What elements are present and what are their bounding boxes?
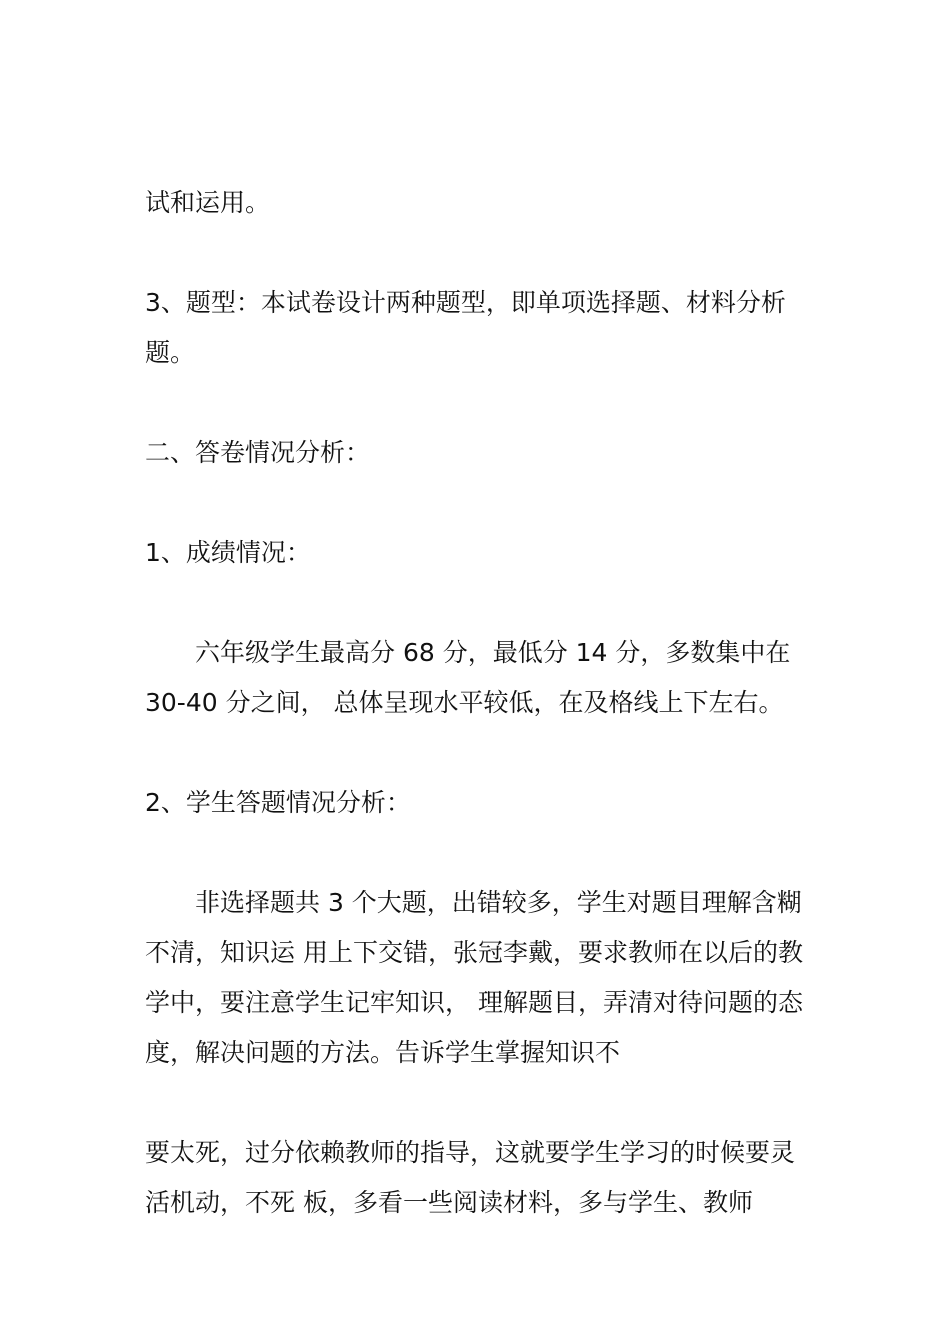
subheading-scores: 1、成绩情况： xyxy=(145,538,311,567)
paragraph-scores: 六年级学生最高分 68 分，最低分 14 分，多数集中在 30-40 分之间， 总体呈现水平较低，在及格线上下左右。 xyxy=(145,638,791,717)
paragraph-continuation: 试和运用。 xyxy=(145,188,271,217)
document-body xyxy=(145,178,807,1228)
paragraph-non-choice-questions: 非选择题共 3 个大题，出错较多，学生对题目理解含糊不清，知识运 用上下交错，张冠李戴，要求教师在以后的教学中，要注意学生记牢知识， 理解题目，弄清对待问题的态度，解决问题的方法。告诉学生掌握知识不 xyxy=(145,888,803,1067)
paragraph-study-advice: 要太死，过分依赖教师的指导，这就要学生学习的时候要灵活机动，不死 板，多看一些阅读材料，多与学生、教师 xyxy=(145,1138,796,1217)
section-heading-answer-analysis: 二、答卷情况分析： xyxy=(145,438,371,467)
paragraph-question-types: 3、题型：本试卷设计两种题型，即单项选择题、材料分析题。 xyxy=(145,288,786,367)
subheading-student-answers: 2、学生答题情况分析： xyxy=(145,788,411,817)
